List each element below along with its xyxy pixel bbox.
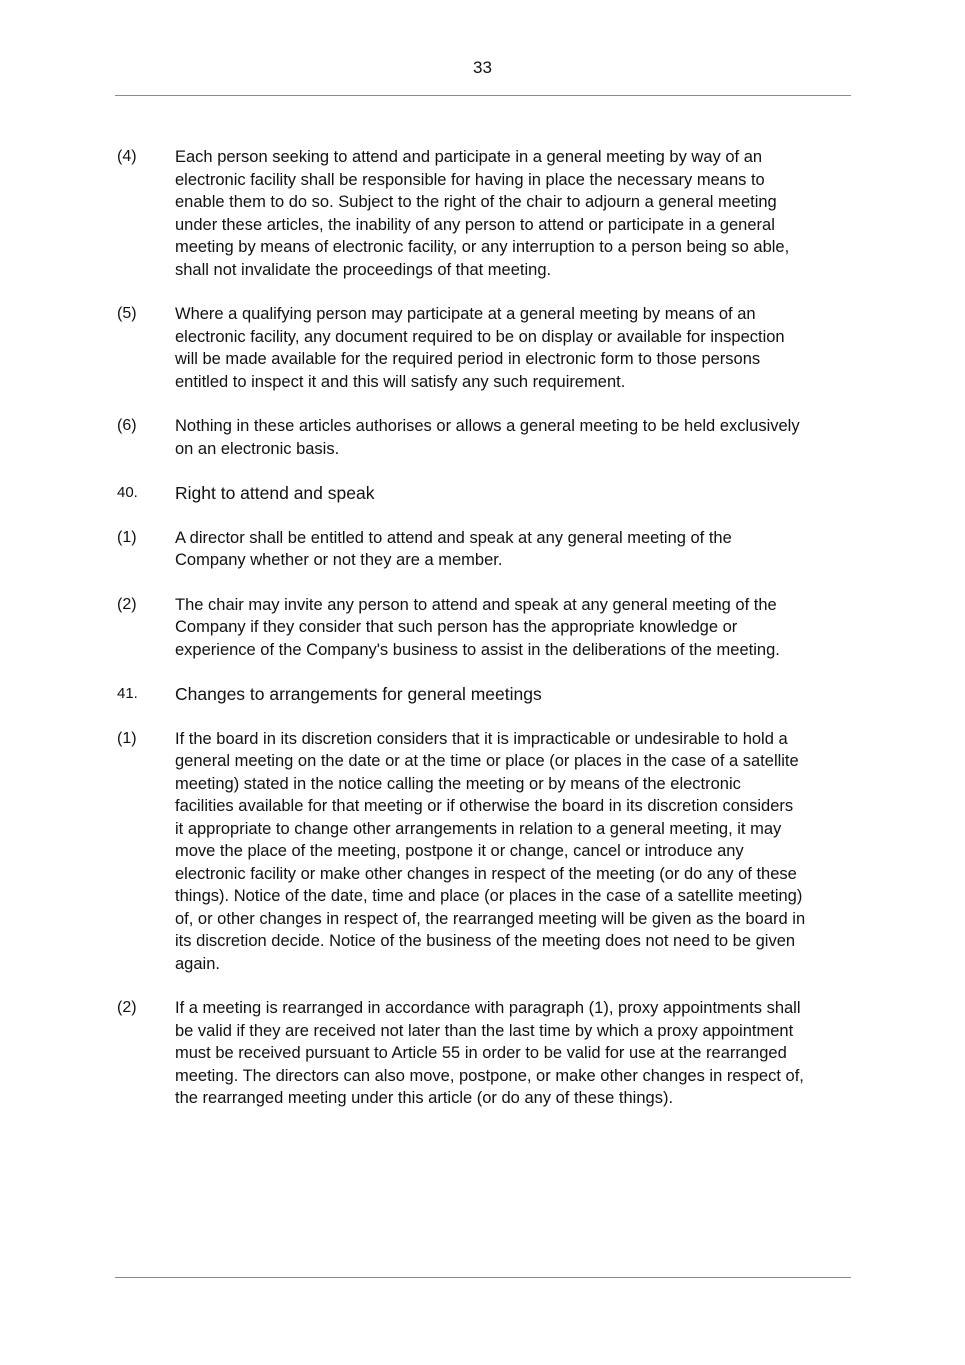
page-number: 33: [473, 58, 492, 77]
paragraph-4: [117, 146, 857, 281]
paragraph-40-1: [117, 527, 857, 572]
paragraph-number: (6): [117, 417, 137, 434]
section-title: Changes to arrangements for general meetings: [175, 684, 542, 704]
paragraph-text: Nothing in these articles authorises or allows a general meeting to be held exclusively on an electronic basis.: [175, 417, 800, 458]
paragraph-number: (4): [117, 148, 137, 165]
paragraph-text: If a meeting is rearranged in accordance with paragraph (1), proxy appointments shall be valid if they are received not later than the last time by which a proxy appointment must be received pursuant to Article 55 in order to be valid for use at the rearranged meeting. The directors can also move, postpone, or make other changes in respect of, the rearranged meeting under this article (or do any of these things).: [175, 999, 804, 1107]
section-heading-40: [117, 482, 857, 505]
section-number: 41.: [117, 685, 138, 702]
paragraph-5: [117, 303, 857, 393]
paragraph-41-1: [117, 728, 857, 976]
paragraph-40-2: [117, 594, 857, 662]
paragraph-text: Each person seeking to attend and participate in a general meeting by way of an electronic facility shall be responsible for having in place the necessary means to enable them to do so. Subject to the right of the chair to adjourn a general meeting under these articles, the inability of any person to attend or participate in a general meeting by means of electronic facility, or any interruption to a person being so able, shall not invalidate the proceedings of that meeting.: [175, 148, 790, 279]
paragraph-text: Where a qualifying person may participate at a general meeting by means of an electronic facility, any document required to be on display or available for inspection will be made available for the required period in electronic form to those persons entitled to inspect it and this will satisfy any such requirement.: [175, 305, 785, 391]
section-heading-41: [117, 683, 857, 706]
paragraph-text: The chair may invite any person to attend and speak at any general meeting of the Company if they consider that such person has the appropriate knowledge or experience of the Company's business to assist in the deliberations of the meeting.: [175, 595, 780, 659]
paragraph-number: (1): [117, 729, 137, 747]
paragraph-text: If the board in its discretion considers that it is impracticable or undesirable to hold a general meeting on the date or at the time or place (or places in the case of a satellite meeting) stated in the notice calling the meeting or by means of the electronic facilities available for that meeting or if otherwise the board in its discretion considers it appropriate to change other arrangements in relation to a general meeting, it may move the place of the meeting, postpone it or change, cancel or introduce any electronic facility or make other changes in respect of the meeting (or do any of these things). Notice of the date, time and place (or places in the case of a satellite meeting) of, or other changes in respect of, the rearranged meeting will be given as the board in its discretion decide. Notice of the business of the meeting does not need to be given again.: [175, 729, 806, 973]
paragraph-41-2: [117, 997, 857, 1110]
paragraph-6: [117, 415, 857, 460]
paragraph-number: (5): [117, 305, 137, 322]
footer-rule: [115, 1277, 851, 1278]
paragraph-number: (2): [117, 999, 137, 1016]
document-body: [117, 146, 857, 1132]
paragraph-number: (2): [117, 595, 137, 613]
section-number: 40.: [117, 484, 138, 501]
paragraph-number: (1): [117, 528, 137, 546]
paragraph-text: A director shall be entitled to attend and speak at any general meeting of the Company whether or not they are a member.: [175, 528, 732, 569]
header-rule: [115, 95, 851, 96]
section-title: Right to attend and speak: [175, 483, 375, 503]
